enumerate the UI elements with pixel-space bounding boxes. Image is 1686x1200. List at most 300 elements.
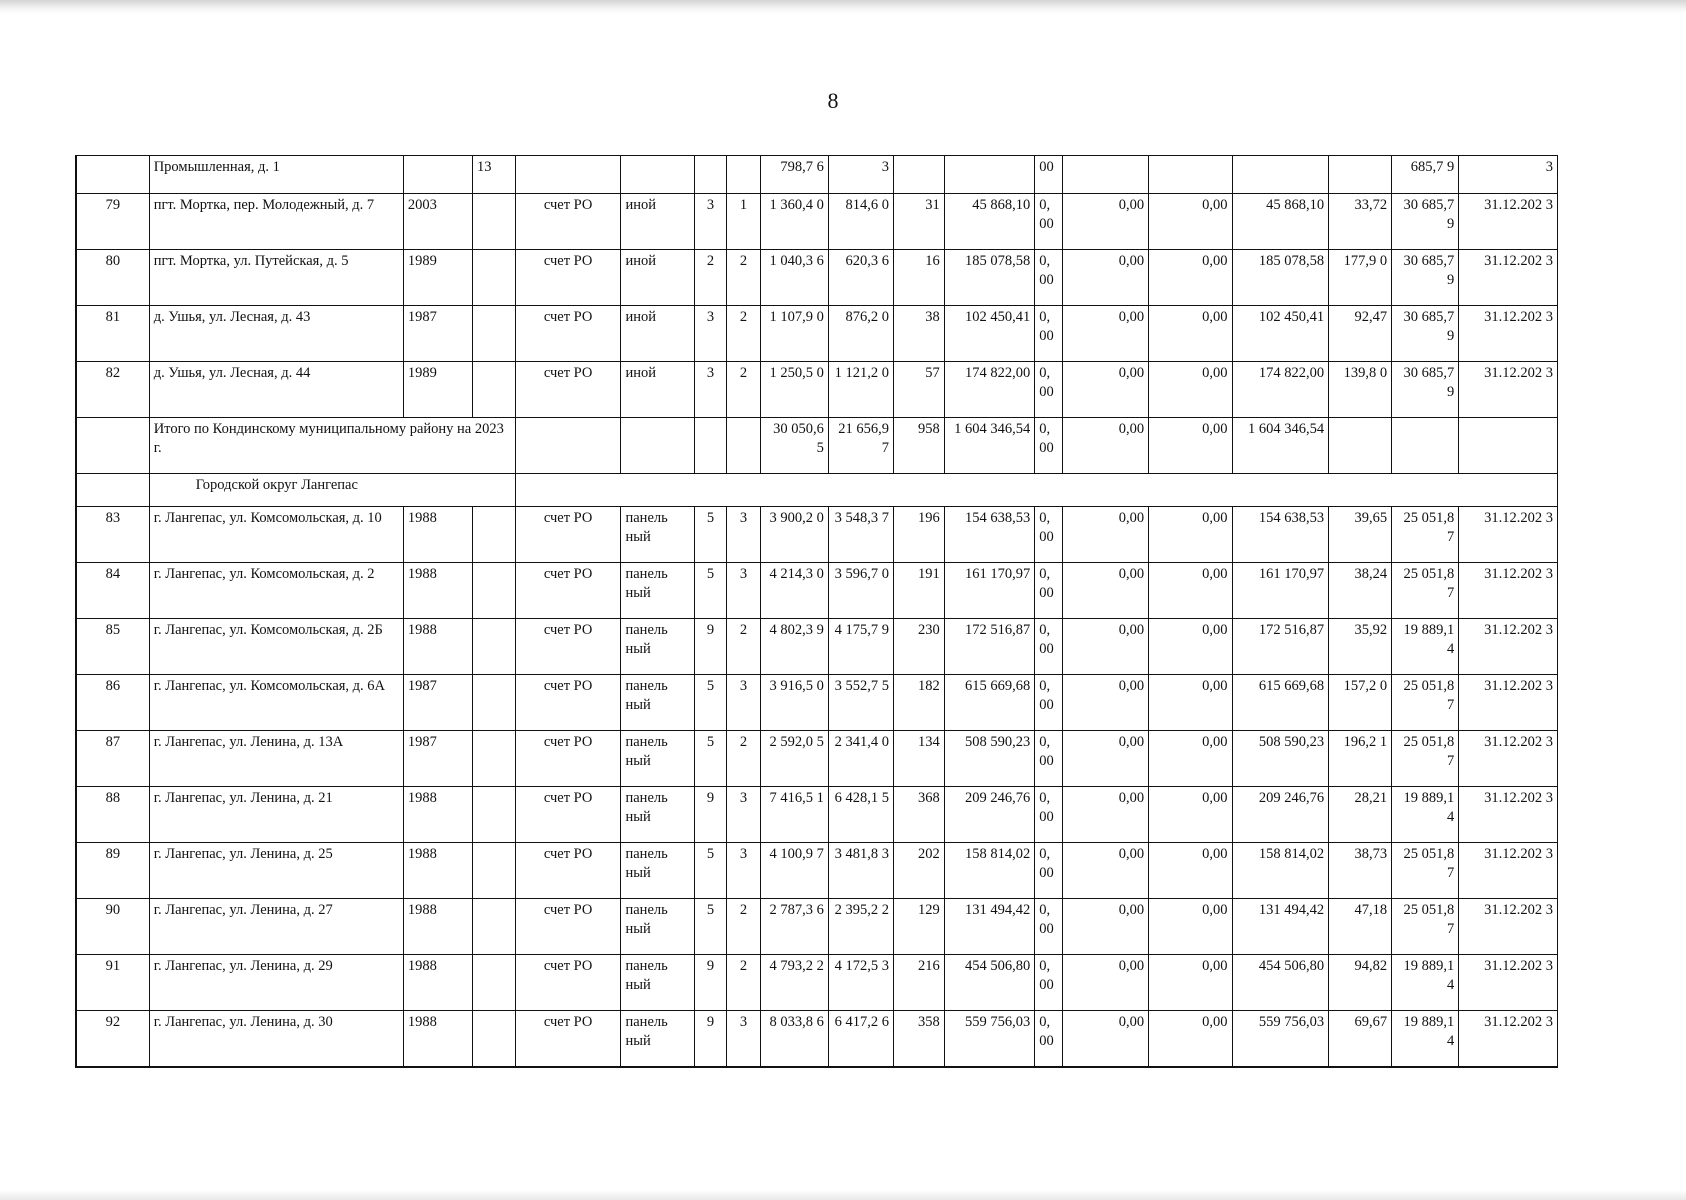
- cell-fund: счет РО: [515, 619, 621, 675]
- cell-area-res: 4 172,5 3: [828, 955, 893, 1011]
- table-row: [76, 306, 1558, 362]
- cell-fund: счет РО: [515, 306, 621, 362]
- cell-num: 83: [76, 507, 149, 563]
- cell-num: 91: [76, 955, 149, 1011]
- cell-sum5: 559 756,03: [1232, 1011, 1329, 1067]
- cell-sum-total: 131 494,42: [944, 899, 1034, 955]
- cell-date: 31.12.202 3: [1459, 619, 1558, 675]
- cell-num: 92: [76, 1011, 149, 1067]
- cell-entrances: 3: [727, 843, 761, 899]
- cell-sum3: 0,00: [1062, 563, 1148, 619]
- cell-sum4: 0,00: [1149, 306, 1232, 362]
- cell-address: г. Лангепас, ул. Ленина, д. 21: [149, 787, 403, 843]
- cell-sum2: 0, 00: [1035, 619, 1062, 675]
- cell-sum3: 0,00: [1062, 787, 1148, 843]
- cell-area-res: 3 552,7 5: [828, 675, 893, 731]
- cell-num: 89: [76, 843, 149, 899]
- cell-sum-total: 158 814,02: [944, 843, 1034, 899]
- cell-fund: счет РО: [515, 955, 621, 1011]
- cell-c4: [473, 306, 516, 362]
- cell-material: панель ный: [621, 731, 694, 787]
- cell-c4: [473, 507, 516, 563]
- cell-empty: [1329, 418, 1392, 474]
- cell-sum5: 615 669,68: [1232, 675, 1329, 731]
- register-table: [75, 155, 1558, 1068]
- cell-limit: 25 051,8 7: [1392, 563, 1459, 619]
- cell-num: 84: [76, 563, 149, 619]
- cell-sum-total: [944, 156, 1034, 194]
- cell-entrances: 3: [727, 563, 761, 619]
- table-row: [76, 731, 1558, 787]
- cell-material: иной: [621, 194, 694, 250]
- table-row: [76, 787, 1558, 843]
- cell-fund: счет РО: [515, 362, 621, 418]
- cell-material: панель ный: [621, 787, 694, 843]
- cell-floors: 9: [694, 955, 727, 1011]
- cell-limit: 685,7 9: [1392, 156, 1459, 194]
- cell-limit: 25 051,8 7: [1392, 731, 1459, 787]
- cell-year: 1988: [403, 507, 472, 563]
- cell-area-total: 8 033,8 6: [760, 1011, 828, 1067]
- cell-fund: счет РО: [515, 731, 621, 787]
- cell-material: панель ный: [621, 563, 694, 619]
- cell-cost-m2: 47,18: [1329, 899, 1392, 955]
- table-row: [76, 1011, 1558, 1067]
- cell-floors: 2: [694, 250, 727, 306]
- cell-date: 31.12.202 3: [1459, 362, 1558, 418]
- cell-fund: [515, 156, 621, 194]
- cell-area-res: 2 341,4 0: [828, 731, 893, 787]
- cell-sum-total: 508 590,23: [944, 731, 1034, 787]
- cell-sum2: 00: [1035, 156, 1062, 194]
- cell-year: 1987: [403, 731, 472, 787]
- cell-residents: 196: [893, 507, 944, 563]
- cell-num: 87: [76, 731, 149, 787]
- cell-area-res: 620,3 6: [828, 250, 893, 306]
- cell-empty: [694, 418, 727, 474]
- cell-floors: 5: [694, 843, 727, 899]
- cell-date: 31.12.202 3: [1459, 250, 1558, 306]
- cell-fund: счет РО: [515, 250, 621, 306]
- cell-address: г. Лангепас, ул. Ленина, д. 25: [149, 843, 403, 899]
- cell-num: 81: [76, 306, 149, 362]
- cell-c4: 13: [473, 156, 516, 194]
- cell-sum-total: 154 638,53: [944, 507, 1034, 563]
- cell-date: 31.12.202 3: [1459, 306, 1558, 362]
- cell-sum3: 0,00: [1062, 362, 1148, 418]
- table-row-total: [76, 418, 1558, 474]
- cell-area-res: 2 395,2 2: [828, 899, 893, 955]
- cell-year: 1988: [403, 1011, 472, 1067]
- cell-num: 79: [76, 194, 149, 250]
- cell-sum-total: 185 078,58: [944, 250, 1034, 306]
- cell-residents: 134: [893, 731, 944, 787]
- cell-sum5: 131 494,42: [1232, 899, 1329, 955]
- cell-floors: 9: [694, 1011, 727, 1067]
- cell-sum4: 0,00: [1149, 731, 1232, 787]
- cell-limit: 25 051,8 7: [1392, 507, 1459, 563]
- cell-address: Промышленная, д. 1: [149, 156, 403, 194]
- cell-address: г. Лангепас, ул. Ленина, д. 27: [149, 899, 403, 955]
- cell-year: 1988: [403, 955, 472, 1011]
- cell-sum5: [1232, 156, 1329, 194]
- cell-empty: [76, 474, 149, 507]
- cell-residents: 16: [893, 250, 944, 306]
- cell-floors: [694, 156, 727, 194]
- cell-entrances: 2: [727, 362, 761, 418]
- cell-sum-total: 559 756,03: [944, 1011, 1034, 1067]
- cell-cost-m2: 157,2 0: [1329, 675, 1392, 731]
- cell-num: [76, 156, 149, 194]
- cell-residents: 182: [893, 675, 944, 731]
- cell-date: 3: [1459, 156, 1558, 194]
- cell-entrances: 1: [727, 194, 761, 250]
- cell-year: 1988: [403, 843, 472, 899]
- cell-fund: счет РО: [515, 675, 621, 731]
- cell-address: г. Лангепас, ул. Комсомольская, д. 10: [149, 507, 403, 563]
- cell-material: панель ный: [621, 899, 694, 955]
- cell-limit: 25 051,8 7: [1392, 675, 1459, 731]
- cell-sum4: 0,00: [1149, 843, 1232, 899]
- cell-date: 31.12.202 3: [1459, 955, 1558, 1011]
- cell-floors: 5: [694, 675, 727, 731]
- table-row: [76, 507, 1558, 563]
- cell-sum3: 0,00: [1062, 675, 1148, 731]
- cell-empty: [76, 418, 149, 474]
- total-residents: 958: [893, 418, 944, 474]
- cell-area-total: 3 900,2 0: [760, 507, 828, 563]
- cell-date: 31.12.202 3: [1459, 787, 1558, 843]
- cell-sum3: 0,00: [1062, 250, 1148, 306]
- cell-sum2: 0, 00: [1035, 507, 1062, 563]
- cell-sum4: 0,00: [1149, 507, 1232, 563]
- cell-area-total: 7 416,5 1: [760, 787, 828, 843]
- cell-c4: [473, 1011, 516, 1067]
- cell-sum2: 0, 00: [1035, 899, 1062, 955]
- cell-sum5: 454 506,80: [1232, 955, 1329, 1011]
- table-row: [76, 899, 1558, 955]
- cell-cost-m2: 38,73: [1329, 843, 1392, 899]
- cell-date: 31.12.202 3: [1459, 194, 1558, 250]
- cell-date: 31.12.202 3: [1459, 507, 1558, 563]
- cell-area-total: 2 787,3 6: [760, 899, 828, 955]
- cell-sum2: 0, 00: [1035, 1011, 1062, 1067]
- cell-sum2: 0, 00: [1035, 362, 1062, 418]
- cell-floors: 9: [694, 619, 727, 675]
- cell-sum4: 0,00: [1149, 675, 1232, 731]
- cell-cost-m2: 35,92: [1329, 619, 1392, 675]
- cell-area-total: 798,7 6: [760, 156, 828, 194]
- cell-sum4: 0,00: [1149, 619, 1232, 675]
- cell-residents: 191: [893, 563, 944, 619]
- cell-sum2: 0, 00: [1035, 843, 1062, 899]
- cell-area-res: 1 121,2 0: [828, 362, 893, 418]
- cell-cost-m2: 177,9 0: [1329, 250, 1392, 306]
- cell-sum3: 0,00: [1062, 194, 1148, 250]
- cell-area-res: 6 417,2 6: [828, 1011, 893, 1067]
- cell-cost-m2: 94,82: [1329, 955, 1392, 1011]
- cell-c4: [473, 787, 516, 843]
- cell-cost-m2: 38,24: [1329, 563, 1392, 619]
- cell-fund: счет РО: [515, 563, 621, 619]
- scan-edge-bottom: [0, 1190, 1686, 1200]
- cell-floors: 9: [694, 787, 727, 843]
- cell-date: 31.12.202 3: [1459, 563, 1558, 619]
- cell-c4: [473, 250, 516, 306]
- cell-material: панель ный: [621, 507, 694, 563]
- cell-sum4: 0,00: [1149, 899, 1232, 955]
- cell-empty: [727, 418, 761, 474]
- cell-area-total: 3 916,5 0: [760, 675, 828, 731]
- cell-area-res: 876,2 0: [828, 306, 893, 362]
- cell-sum5: 154 638,53: [1232, 507, 1329, 563]
- cell-sum2: 0, 00: [1035, 731, 1062, 787]
- cell-sum5: 508 590,23: [1232, 731, 1329, 787]
- cell-floors: 3: [694, 362, 727, 418]
- cell-sum2: 0, 00: [1035, 306, 1062, 362]
- cell-limit: 19 889,1 4: [1392, 1011, 1459, 1067]
- cell-sum4: 0,00: [1149, 955, 1232, 1011]
- cell-address: г. Лангепас, ул. Ленина, д. 30: [149, 1011, 403, 1067]
- cell-material: панель ный: [621, 955, 694, 1011]
- cell-residents: 31: [893, 194, 944, 250]
- cell-sum4: 0,00: [1149, 250, 1232, 306]
- cell-material: панель ный: [621, 675, 694, 731]
- cell-sum4: 0,00: [1149, 362, 1232, 418]
- cell-entrances: 2: [727, 250, 761, 306]
- cell-limit: 30 685,7 9: [1392, 306, 1459, 362]
- cell-year: 1989: [403, 362, 472, 418]
- table-row: [76, 194, 1558, 250]
- cell-year: 1989: [403, 250, 472, 306]
- cell-limit: 19 889,1 4: [1392, 955, 1459, 1011]
- cell-year: 1988: [403, 619, 472, 675]
- cell-cost-m2: 139,8 0: [1329, 362, 1392, 418]
- cell-address: г. Лангепас, ул. Комсомольская, д. 2: [149, 563, 403, 619]
- cell-material: панель ный: [621, 619, 694, 675]
- total-sum-total: 1 604 346,54: [944, 418, 1034, 474]
- cell-area-total: 4 802,3 9: [760, 619, 828, 675]
- cell-cost-m2: 92,47: [1329, 306, 1392, 362]
- cell-area-res: 3 596,7 0: [828, 563, 893, 619]
- cell-sum-total: 161 170,97: [944, 563, 1034, 619]
- cell-entrances: [727, 156, 761, 194]
- cell-area-total: 4 100,9 7: [760, 843, 828, 899]
- cell-entrances: 2: [727, 899, 761, 955]
- cell-address: г. Лангепас, ул. Ленина, д. 29: [149, 955, 403, 1011]
- cell-c4: [473, 731, 516, 787]
- cell-num: 80: [76, 250, 149, 306]
- cell-limit: 19 889,1 4: [1392, 787, 1459, 843]
- total-area-res: 21 656,9 7: [828, 418, 893, 474]
- cell-limit: 30 685,7 9: [1392, 362, 1459, 418]
- cell-limit: 25 051,8 7: [1392, 843, 1459, 899]
- cell-empty: [515, 418, 621, 474]
- cell-sum5: 185 078,58: [1232, 250, 1329, 306]
- cell-address: д. Ушья, ул. Лесная, д. 44: [149, 362, 403, 418]
- cell-sum4: 0,00: [1149, 1011, 1232, 1067]
- cell-floors: 3: [694, 306, 727, 362]
- cell-empty: [515, 474, 1557, 507]
- cell-num: 86: [76, 675, 149, 731]
- cell-residents: 230: [893, 619, 944, 675]
- cell-c4: [473, 194, 516, 250]
- cell-material: [621, 156, 694, 194]
- cell-area-total: 1 107,9 0: [760, 306, 828, 362]
- cell-fund: счет РО: [515, 899, 621, 955]
- cell-material: панель ный: [621, 1011, 694, 1067]
- cell-sum3: 0,00: [1062, 619, 1148, 675]
- cell-sum-total: 454 506,80: [944, 955, 1034, 1011]
- cell-entrances: 2: [727, 306, 761, 362]
- table-row: [76, 362, 1558, 418]
- table-row-partial: [76, 156, 1558, 194]
- cell-sum3: 0,00: [1062, 731, 1148, 787]
- cell-area-res: 814,6 0: [828, 194, 893, 250]
- cell-address: д. Ушья, ул. Лесная, д. 43: [149, 306, 403, 362]
- cell-floors: 5: [694, 563, 727, 619]
- cell-sum3: 0,00: [1062, 1011, 1148, 1067]
- cell-limit: 19 889,1 4: [1392, 619, 1459, 675]
- cell-date: 31.12.202 3: [1459, 675, 1558, 731]
- cell-floors: 5: [694, 507, 727, 563]
- cell-entrances: 2: [727, 955, 761, 1011]
- total-label: Итого по Кондинскому муниципальному району на 2023 г.: [149, 418, 515, 474]
- cell-num: 88: [76, 787, 149, 843]
- cell-sum3: [1062, 156, 1148, 194]
- total-sum4: 0,00: [1149, 418, 1232, 474]
- cell-empty: [1459, 418, 1558, 474]
- cell-residents: 358: [893, 1011, 944, 1067]
- cell-sum2: 0, 00: [1035, 563, 1062, 619]
- cell-year: 1987: [403, 675, 472, 731]
- cell-sum3: 0,00: [1062, 955, 1148, 1011]
- cell-material: иной: [621, 250, 694, 306]
- cell-sum5: 209 246,76: [1232, 787, 1329, 843]
- table-row: [76, 250, 1558, 306]
- cell-sum4: 0,00: [1149, 563, 1232, 619]
- cell-entrances: 3: [727, 507, 761, 563]
- cell-residents: 216: [893, 955, 944, 1011]
- cell-c4: [473, 843, 516, 899]
- page-number: 8: [827, 88, 839, 113]
- table-row-section: [76, 474, 1558, 507]
- total-sum5: 1 604 346,54: [1232, 418, 1329, 474]
- cell-residents: 38: [893, 306, 944, 362]
- cell-material: панель ный: [621, 843, 694, 899]
- cell-limit: 25 051,8 7: [1392, 899, 1459, 955]
- cell-entrances: 2: [727, 619, 761, 675]
- cell-floors: 5: [694, 731, 727, 787]
- cell-c4: [473, 955, 516, 1011]
- table-row: [76, 843, 1558, 899]
- table-row: [76, 955, 1558, 1011]
- cell-cost-m2: 33,72: [1329, 194, 1392, 250]
- cell-num: 85: [76, 619, 149, 675]
- cell-num: 82: [76, 362, 149, 418]
- cell-fund: счет РО: [515, 194, 621, 250]
- cell-sum4: 0,00: [1149, 787, 1232, 843]
- cell-address: г. Лангепас, ул. Комсомольская, д. 2Б: [149, 619, 403, 675]
- cell-sum-total: 172 516,87: [944, 619, 1034, 675]
- cell-fund: счет РО: [515, 787, 621, 843]
- cell-fund: счет РО: [515, 507, 621, 563]
- cell-cost-m2: [1329, 156, 1392, 194]
- cell-entrances: 3: [727, 1011, 761, 1067]
- cell-entrances: 3: [727, 675, 761, 731]
- cell-residents: 57: [893, 362, 944, 418]
- cell-date: 31.12.202 3: [1459, 843, 1558, 899]
- cell-fund: счет РО: [515, 843, 621, 899]
- cell-address: пгт. Мортка, ул. Путейская, д. 5: [149, 250, 403, 306]
- cell-area-total: 1 040,3 6: [760, 250, 828, 306]
- cell-sum-total: 615 669,68: [944, 675, 1034, 731]
- cell-year: 2003: [403, 194, 472, 250]
- cell-residents: 368: [893, 787, 944, 843]
- cell-sum5: 174 822,00: [1232, 362, 1329, 418]
- total-area-total: 30 050,6 5: [760, 418, 828, 474]
- cell-area-res: 3: [828, 156, 893, 194]
- cell-address: г. Лангепас, ул. Ленина, д. 13А: [149, 731, 403, 787]
- cell-entrances: 2: [727, 731, 761, 787]
- cell-material: иной: [621, 306, 694, 362]
- cell-sum2: 0, 00: [1035, 955, 1062, 1011]
- cell-sum2: 0, 00: [1035, 787, 1062, 843]
- cell-area-total: 4 214,3 0: [760, 563, 828, 619]
- cell-sum3: 0,00: [1062, 306, 1148, 362]
- cell-residents: 202: [893, 843, 944, 899]
- cell-sum-total: 174 822,00: [944, 362, 1034, 418]
- table-row: [76, 563, 1558, 619]
- total-sum3: 0,00: [1062, 418, 1148, 474]
- cell-sum5: 161 170,97: [1232, 563, 1329, 619]
- cell-year: 1988: [403, 787, 472, 843]
- cell-sum2: 0, 00: [1035, 675, 1062, 731]
- table-row: [76, 619, 1558, 675]
- cell-sum3: 0,00: [1062, 843, 1148, 899]
- cell-year: [403, 156, 472, 194]
- cell-material: иной: [621, 362, 694, 418]
- scan-edge-top: [0, 0, 1686, 14]
- cell-area-total: 1 360,4 0: [760, 194, 828, 250]
- table-row: [76, 675, 1558, 731]
- cell-sum4: [1149, 156, 1232, 194]
- cell-area-total: 2 592,0 5: [760, 731, 828, 787]
- cell-c4: [473, 675, 516, 731]
- cell-c4: [473, 362, 516, 418]
- cell-limit: 30 685,7 9: [1392, 194, 1459, 250]
- cell-limit: 30 685,7 9: [1392, 250, 1459, 306]
- cell-sum5: 172 516,87: [1232, 619, 1329, 675]
- cell-residents: [893, 156, 944, 194]
- cell-c4: [473, 563, 516, 619]
- cell-sum3: 0,00: [1062, 507, 1148, 563]
- cell-area-res: 6 428,1 5: [828, 787, 893, 843]
- cell-floors: 5: [694, 899, 727, 955]
- cell-date: 31.12.202 3: [1459, 731, 1558, 787]
- cell-sum-total: 45 868,10: [944, 194, 1034, 250]
- cell-fund: счет РО: [515, 1011, 621, 1067]
- cell-cost-m2: 196,2 1: [1329, 731, 1392, 787]
- cell-area-res: 3 548,3 7: [828, 507, 893, 563]
- cell-sum5: 158 814,02: [1232, 843, 1329, 899]
- cell-empty: [1392, 418, 1459, 474]
- cell-c4: [473, 899, 516, 955]
- section-title: Городской округ Лангепас: [149, 474, 515, 507]
- cell-sum-total: 209 246,76: [944, 787, 1034, 843]
- cell-sum2: 0, 00: [1035, 194, 1062, 250]
- cell-sum2: 0, 00: [1035, 250, 1062, 306]
